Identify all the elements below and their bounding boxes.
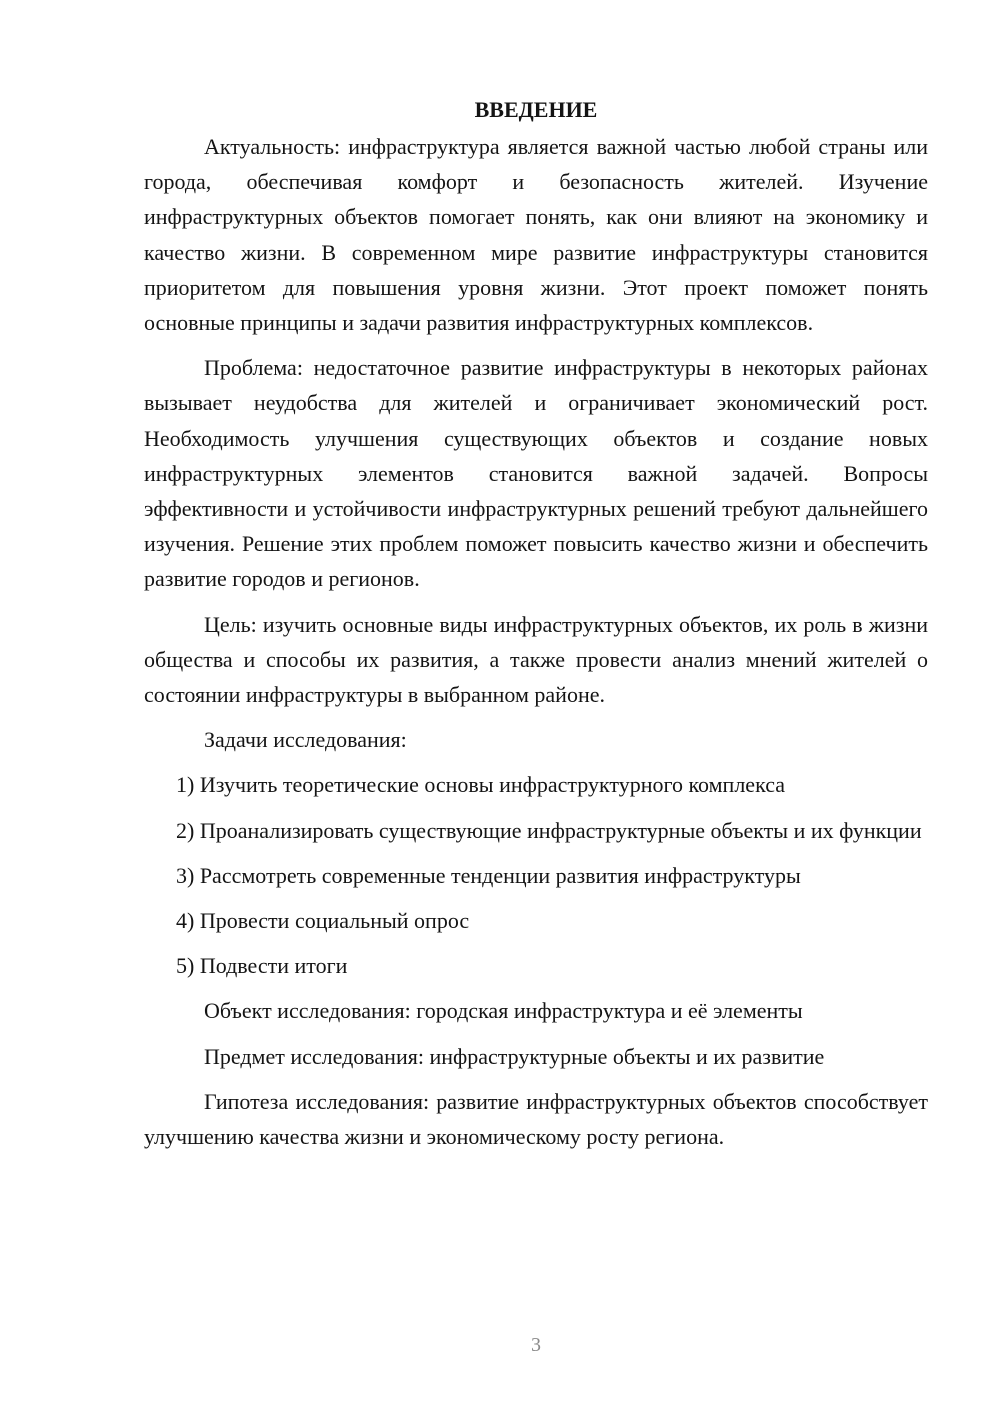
task-item-5: 5) Подвести итоги: [176, 953, 348, 979]
page-number: 3: [531, 1334, 541, 1356]
hypothesis-paragraph: Гипотеза исследования: развитие инфраструктурных объектов способствует улучшению качества жизни и экономическому росту региона.: [144, 1088, 928, 1150]
relevance-paragraph: Актуальность: инфраструктура является важной частью любой страны или города, обеспечивая комфорт и безопасность жителей. Изучение инфраструктурных объектов помогает понять, как они влияют на экономику и качество жизни. В современном мире развитие инфраструктуры становится приоритетом для повышения уровня жизни. Этот проект поможет понять основные принципы и задачи развития инфраструктурных комплексов.: [144, 134, 928, 336]
tasks-heading: Задачи исследования:: [204, 727, 407, 753]
task-item-2: 2) Проанализировать существующие инфраструктурные объекты и их функции: [176, 817, 922, 843]
task-item-1: 1) Изучить теоретические основы инфраструктурного комплекса: [176, 772, 786, 798]
goal-paragraph: Цель: изучить основные виды инфраструктурных объектов, их роль в жизни общества и способы их развития, а также провести анализ мнений жителей о состоянии инфраструктуры в выбранном районе.: [144, 611, 928, 708]
task-item-4: 4) Провести социальный опрос: [176, 908, 470, 934]
problem-paragraph: Проблема: недостаточное развитие инфраструктуры в некоторых районах вызывает неудобства для жителей и ограничивает экономический рост. Необходимость улучшения существующих объектов и создание новых инфраструктурных элементов становится важной задачей. Вопросы эффективности и устойчивости инфраструктурных решений требуют дальнейшего изучения. Решение этих проблем поможет повысить качество жизни и обеспечить развитие городов и регионов.: [144, 355, 928, 592]
research-object: Объект исследования: городская инфраструктура и её элементы: [204, 998, 803, 1024]
page-content: [144, 92, 928, 1164]
tasks-list: [144, 767, 928, 983]
research-subject: Предмет исследования: инфраструктурные объекты и их развитие: [204, 1043, 825, 1069]
task-item-3: 3) Рассмотреть современные тенденции развития инфраструктуры: [176, 862, 801, 888]
section-title: ВВЕДЕНИЕ: [474, 97, 598, 122]
